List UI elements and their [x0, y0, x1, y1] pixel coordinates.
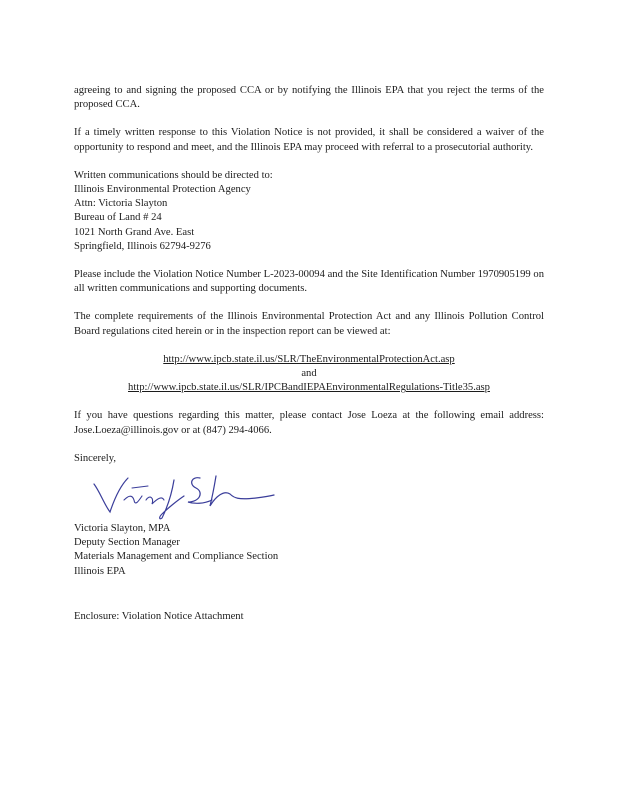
signatory-section: Materials Management and Compliance Section — [74, 551, 279, 563]
handwritten-signature — [88, 470, 278, 522]
address-line-agency: Illinois Environmental Protection Agency — [74, 184, 251, 196]
regulation-links — [74, 353, 544, 396]
signatory-agency: Illinois EPA — [74, 565, 126, 577]
letter-body — [74, 84, 544, 624]
signatory-name: Victoria Slayton, MPA — [74, 523, 171, 535]
cca-paragraph: agreeing to and signing the proposed CCA or by notifying the Illinois EPA that you reject the terms of the proposed CCA. — [74, 85, 544, 111]
address-line-attn: Attn: Victoria Slayton — [74, 198, 168, 210]
mailing-address — [74, 183, 544, 254]
signature-block — [74, 522, 544, 579]
communications-intro: Written communications should be directed to: — [74, 169, 273, 181]
address-line-city: Springfield, Illinois 62794-9276 — [74, 240, 211, 252]
requirements-paragraph: The complete requirements of the Illinois Environmental Protection Act and any Illinois Pollution Control Board regulations cited herein or in the inspection report can be viewed at: — [74, 311, 544, 337]
enclosure-note: Enclosure: Violation Notice Attachment — [74, 610, 244, 622]
waiver-paragraph: If a timely written response to this Violation Notice is not provided, it shall be considered a waiver of the opportunity to respond and meet, and the Illinois EPA may proceed with referral to a prosecutorial authority. — [74, 127, 544, 153]
reference-numbers-paragraph: Please include the Violation Notice Number L-2023-00094 and the Site Identification Number 1970905199 on all written communications and supporting documents. — [74, 269, 544, 295]
protection-act-link[interactable]: http://www.ipcb.state.il.us/SLR/TheEnvironmentalProtectionAct.asp — [163, 353, 455, 365]
address-line-street: 1021 North Grand Ave. East — [74, 226, 195, 238]
links-connector: and — [301, 368, 317, 380]
contact-paragraph: If you have questions regarding this matter, please contact Jose Loeza at the following email address: Jose.Loeza@illinois.gov or at (847) 294-4066. — [74, 410, 544, 436]
address-line-bureau: Bureau of Land # 24 — [74, 212, 162, 224]
closing: Sincerely, — [74, 452, 116, 464]
regulations-link[interactable]: http://www.ipcb.state.il.us/SLR/IPCBandIEPAEnvironmentalRegulations-Title35.asp — [128, 382, 490, 394]
signatory-title: Deputy Section Manager — [74, 537, 180, 549]
